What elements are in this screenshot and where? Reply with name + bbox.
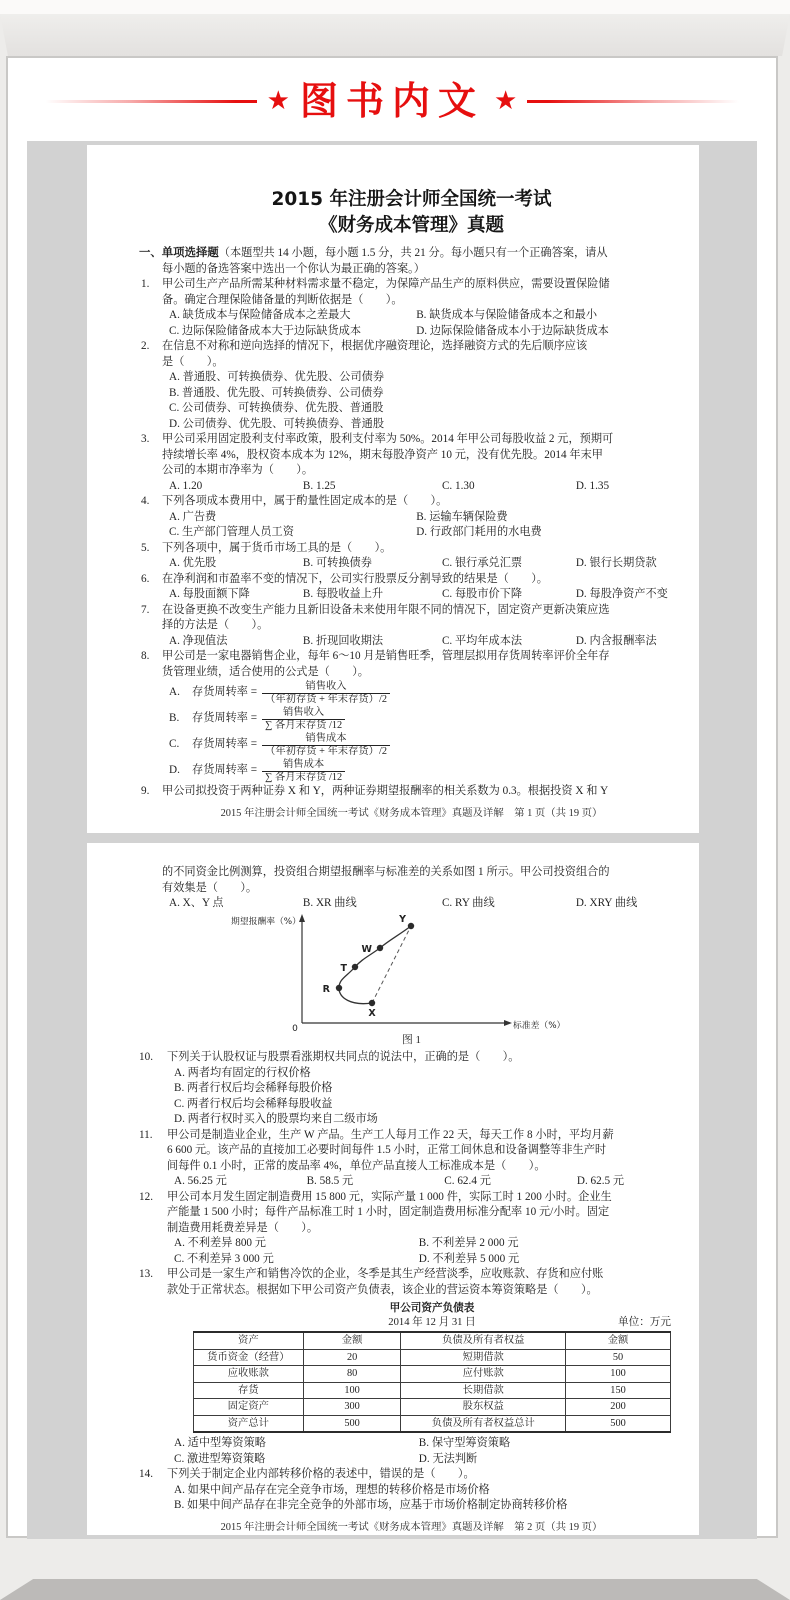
options-row xyxy=(162,510,684,526)
option: B. 1.25 xyxy=(302,479,336,492)
option: B. 不利差异 2 000 元 xyxy=(418,1237,519,1249)
question-line: 6 600 元。该产品的直接加工必要时间每件 1.5 小时，正常工间休息和设备调整等非生产时 xyxy=(167,1144,607,1156)
table-header-row: 资产 金额 负债及所有者权益 金额 xyxy=(194,1332,671,1349)
options-row xyxy=(162,479,684,495)
question-14: 14. 下列关于制定企业内部转移价格的表述中，错误的是（ ）。 A. 如果中间产品存在完全竞争市场，理想的转移价格是市场价格 B. 如果中间产品存在非完全竞争的外部市场，应基于市场价格制定协商转移价格 xyxy=(139,1467,684,1514)
question-6: 6. 在净利润和市盈率不变的情况下，公司实行股票反分割导致的结果是（ ）。 A. 每股面额下降 B. 每股收益上升 C. 每股市价下降 D. 每股净资产不变 xyxy=(139,572,684,603)
question-line: 款处于正常状态。根据如下甲公司资产负债表，该企业的营运资本筹资策略是（ ）。 xyxy=(167,1283,598,1296)
figure-caption: 图 1 xyxy=(402,1033,421,1046)
option: B. 运输车辆保险费 xyxy=(416,510,508,523)
card-top-bevel xyxy=(0,14,790,56)
page-footer: 2015 年注册会计师全国统一考试《财务成本管理》真题及详解 第 1 页（共 19 页） xyxy=(220,807,603,819)
option: B. 每股收益上升 xyxy=(302,588,384,600)
options-row xyxy=(167,1452,684,1468)
question-line: 甲公司是制造业企业，生产 W 产品。生产工人每月工作 22 天，每天工作 8 小时，平均月薪 xyxy=(167,1128,614,1141)
option: B. 可转换债券 xyxy=(302,557,372,569)
exam-title xyxy=(139,145,684,239)
table-date-row xyxy=(193,1316,671,1330)
options-row xyxy=(162,556,684,572)
question-line: 下列关于制定企业内部转移价格的表述中，错误的是（ ）。 xyxy=(167,1468,475,1480)
fraction: $\frac{\text{销售收入}}{\text{（年初存货 + 年末存货）/2}}$ xyxy=(262,681,390,705)
question-11: 11. 甲公司是制造业企业，生产 W 产品。生产工人每月工作 22 天，每天工作 8 小时，平均月薪 6 600 元。该产品的直接加工必要时间每件 1.5 小时，正常工间休息和设备调整等非生产时 间每件 0.1 小时，正常的废品率 4%，单位产品直接人工标准成本是（ ）。 A. 56.25 元 B. 58.5 元 C. 62.4 元 D. 62.5 元 xyxy=(139,1128,684,1190)
option: B. XR 曲线 xyxy=(302,897,357,909)
question-line: 甲公司生产产品所需某种材料需求量不稳定，为保障产品生产的原料供应，需要设置保险储 xyxy=(162,278,610,290)
option: A. 缺货成本与保险储备成本之差最大 xyxy=(169,309,351,321)
fraction: $\frac{\text{销售成本}}{\text{（年初存货 + 年末存货）/2}}$ xyxy=(262,733,390,757)
question-line: 有效集是（ ）。 xyxy=(162,881,258,894)
formula-option: D. 存货周转率 = $\frac{\text{销售成本}}{\text{∑ 各月末存货 /12}}$ xyxy=(162,758,684,784)
question-9-continued xyxy=(139,865,684,912)
option: C. 激进型筹资策略 xyxy=(174,1452,266,1465)
question-line: 持续增长率 4%，股权资本成本为 12%，期末每股净资产 10 元，没有优先股。2014 年末甲 xyxy=(162,448,603,461)
question-line: 下列关于认股权证与股票看涨期权共同点的说法中，正确的是（ ）。 xyxy=(167,1051,520,1063)
option: A. 普通股、可转换债券、优先股、公司债券 xyxy=(169,371,385,383)
point-T xyxy=(352,963,358,969)
option: D. 行政部门耗用的水电费 xyxy=(416,526,542,538)
option: A. 优先股 xyxy=(169,557,217,569)
point-X xyxy=(369,999,375,1005)
svg-text:T: T xyxy=(340,962,347,974)
question-line: 货管理业绩，适合使用的公式是（ ）。 xyxy=(162,665,369,678)
option: C. 平均年成本法 xyxy=(441,634,523,647)
question-5: 5. 下列各项中，属于货币市场工具的是（ ）。 A. 优先股 B. 可转换债券 C. 银行承兑汇票 D. 银行长期贷款 xyxy=(139,541,684,572)
ribbon-title: 图书内文 xyxy=(299,79,484,123)
question-line: 间每件 0.1 小时，正常的废品率 4%，单位产品直接人工标准成本是（ ）。 xyxy=(167,1159,546,1172)
card-bottom-bevel xyxy=(0,1579,790,1600)
fraction: $\frac{\text{销售成本}}{\text{∑ 各月末存货 /12}}$ xyxy=(262,759,345,783)
option: B. 58.5 元 xyxy=(306,1175,354,1187)
svg-text:Y: Y xyxy=(399,913,406,925)
risk-return-chart xyxy=(229,912,569,1032)
section-label: 一、单项选择题 xyxy=(139,245,219,259)
table-title: 甲公司资产负债表 xyxy=(389,1302,475,1314)
option: A. 如果中间产品存在完全竞争市场，理想的转移价格是市场价格 xyxy=(174,1483,490,1496)
star-icon: ★ xyxy=(266,86,290,116)
options-row xyxy=(167,1236,684,1252)
option: C. 生产部门管理人员工资 xyxy=(169,526,294,538)
formula-option: A. 存货周转率 = $\frac{\text{销售收入}}{\text{（年初存货 + 年末存货）/2}}$ xyxy=(162,680,684,706)
point-W xyxy=(377,944,383,950)
question-line: 备。确定合理保险储备量的判断依据是（ ）。 xyxy=(162,293,403,306)
question-line: 甲公司是一家电器销售企业，每年 6～10 月是销售旺季，管理层拟用存货周转率评价全年存 xyxy=(162,650,610,662)
table-row: 应收账款 80 应付账款 100 xyxy=(194,1366,671,1383)
point-R xyxy=(336,984,342,990)
option: A. 广告费 xyxy=(169,510,217,523)
question-2: 2. 在信息不对称和逆向选择的情况下，根据优序融资理论，选择融资方式的先后顺序应该 是（ ）。 A. 普通股、可转换债券、优先股、公司债券 B. 普通股、优先股、可转换债券、公司债券 C. 公司债券、可转换债券、优先股、普通股 D. 公司债券、优先股、可转换债券、普通股 xyxy=(139,339,684,432)
question-3: 3. 甲公司采用固定股利支付率政策，股利支付率为 50%。2014 年甲公司每股收益 2 元，预期可 持续增长率 4%，股权资本成本为 12%，期末每股净资产 10 元，没有优先股。2014 年末甲 公司的本期市净率为（ ）。 A. 1.20 B. 1.25 C. 1.30 D. 1.35 xyxy=(139,432,684,494)
question-line: 在设备更换不改变生产能力且新旧设备未来使用年限不同的情况下，固定资产更新决策应选 xyxy=(162,603,610,616)
table-row: 固定资产 300 股东权益 200 xyxy=(194,1399,671,1416)
option: C. 62.4 元 xyxy=(444,1175,491,1187)
option: C. 公司债券、可转换债券、优先股、普通股 xyxy=(169,402,384,414)
content-header-ribbon xyxy=(8,76,776,126)
option: B. 缺货成本与保险储备成本之和最小 xyxy=(416,309,598,321)
table-date: 2014 年 12 月 31 日 xyxy=(388,1317,476,1328)
option: B. 两者行权后均会稀释每股价格 xyxy=(174,1082,333,1094)
question-line: 公司的本期市净率为（ ）。 xyxy=(162,464,314,476)
ribbon-line-left xyxy=(45,100,257,103)
balance-sheet-table xyxy=(193,1331,671,1433)
options-row xyxy=(162,634,684,650)
option: C. RY 曲线 xyxy=(441,897,495,909)
svg-text:期望报酬率（%）: 期望报酬率（%） xyxy=(231,916,301,927)
svg-text:W: W xyxy=(361,943,372,955)
options-row xyxy=(162,587,684,603)
options-row xyxy=(167,1252,684,1268)
formula-option: C. 存货周转率 = $\frac{\text{销售成本}}{\text{（年初存货 + 年末存货）/2}}$ xyxy=(162,732,684,758)
option: A. 每股面额下降 xyxy=(169,588,250,600)
question-10: 10. 下列关于认股权证与股票看涨期权共同点的说法中，正确的是（ ）。 A. 两者均有固定的行权价格 B. 两者行权后均会稀释每股价格 C. 两者行权后均会稀释每股收益 D. 两者行权时买入的股票均来自二级市场 xyxy=(139,1050,684,1128)
question-4: 4. 下列各项成本费用中，属于酌量性固定成本的是（ ）。 A. 广告费 B. 运输车辆保险费 C. 生产部门管理人员工资 D. 行政部门耗用的水电费 xyxy=(139,494,684,541)
book-page-1 xyxy=(87,145,699,833)
question-12: 12. 甲公司本月发生固定制造费用 15 800 元，实际产量 1 000 件，实际工时 1 200 小时。企业生 产能量 1 500 小时；每件产品标准工时 1 小时，固定制造费用标准分配率 10 元/小时。固定 制造费用耗费差异是（ ）。 A. 不利差异 800 元 B. 不利差异 2 000 元 C. 不利差异 3 000 元 D. 不利差异 5 000 元 xyxy=(139,1190,684,1268)
question-13: 13. 甲公司是一家生产和销售冷饮的企业，冬季是其生产经营淡季，应收账款、存货和应付账 款处于正常状态。根据如下甲公司资产负债表，该企业的营运资本筹资策略是（ ）。 甲公司资产负债表 2014 年 12 月 31 日 单位：万元 资产 金额 负债及所有者权益 金额 货币资金（经营） 20 短期借款 50 应收账款 80 应付账款 100 存货 100 长期借款 150 固定资产 300 股东权益 200 资产总计 500 负债及所有者权益总计 500 A. 适中型筹资策略 B. 保守型筹资策略 C. 激进型筹资策略 D. 无法判断 xyxy=(139,1267,684,1467)
star-icon: ★ xyxy=(494,86,518,116)
question-line: 产能量 1 500 小时；每件产品标准工时 1 小时，固定制造费用标准分配率 10 元/小时。固定 xyxy=(167,1206,610,1218)
option: D. 内含报酬率法 xyxy=(575,634,657,647)
x-axis-arrow xyxy=(504,1020,512,1026)
exam-title-line1: 2015 年注册会计师全国统一考试 xyxy=(271,189,552,210)
option: A. 不利差异 800 元 xyxy=(174,1237,266,1249)
options-row xyxy=(162,896,684,912)
fraction: $\frac{\text{销售收入}}{\text{∑ 各月末存货 /12}}$ xyxy=(262,707,345,731)
option: B. 如果中间产品存在非完全竞争的外部市场，应基于市场价格制定协商转移价格 xyxy=(174,1499,568,1511)
section-text: （本题型共 14 小题，每小题 1.5 分，共 21 分。每小题只有一个正确答案，请从 xyxy=(218,247,608,259)
option: C. 边际保险储备成本大于边际缺货成本 xyxy=(169,324,362,337)
content-panel xyxy=(6,56,778,1538)
option: D. 1.35 xyxy=(575,479,610,492)
card-top-face xyxy=(0,0,790,14)
option: C. 两者行权后均会稀释每股收益 xyxy=(174,1097,333,1110)
balance-sheet xyxy=(193,1301,671,1433)
option: D. 两者行权时买入的股票均来自二级市场 xyxy=(174,1113,378,1125)
option: D. 每股净资产不变 xyxy=(575,588,668,600)
option: C. 每股市价下降 xyxy=(441,588,523,600)
option: D. 边际保险储备成本小于边际缺货成本 xyxy=(416,324,609,337)
options-row xyxy=(167,1174,684,1190)
figure-1 xyxy=(229,912,569,1032)
option: D. 公司债券、优先股、可转换债券、普通股 xyxy=(169,417,385,430)
option: C. 不利差异 3 000 元 xyxy=(174,1252,274,1265)
option: A. 1.20 xyxy=(169,479,203,492)
ribbon-line-right xyxy=(527,100,739,103)
option: D. 不利差异 5 000 元 xyxy=(418,1252,520,1265)
svg-text:X: X xyxy=(368,1007,376,1019)
question-line: 在净利润和市盈率不变的情况下，公司实行股票反分割导致的结果是（ ）。 xyxy=(162,572,548,585)
question-line: 制造费用耗费差异是（ ）。 xyxy=(167,1221,319,1234)
section-text-line2: 每小题的备选答案中选出一个你认为最正确的答案。） xyxy=(162,262,425,275)
option: D. 62.5 元 xyxy=(576,1175,625,1187)
efficient-frontier-curve xyxy=(339,926,411,1004)
options-row xyxy=(167,1436,684,1452)
question-9: 9. 甲公司拟投资于两种证券 X 和 Y，两种证券期望报酬率的相关系数为 0.3。根据投资 X 和 Y xyxy=(139,784,684,800)
table-row: 资产总计 500 负债及所有者权益总计 500 xyxy=(194,1415,671,1432)
option: D. 银行长期贷款 xyxy=(575,557,657,569)
dashed-xy-line xyxy=(372,926,411,1003)
options-row xyxy=(162,324,684,340)
question-line: 是（ ）。 xyxy=(162,355,224,368)
question-7: 7. 在设备更换不改变生产能力且新旧设备未来使用年限不同的情况下，固定资产更新决策应选 择的方法是（ ）。 A. 净现值法 B. 折现回收期法 C. 平均年成本法 D. 内含报酬率法 xyxy=(139,603,684,650)
question-8: 8. 甲公司是一家电器销售企业，每年 6～10 月是销售旺季，管理层拟用存货周转率评价全年存 货管理业绩，适合使用的公式是（ ）。 A. 存货周转率 = $\frac{\text{销售收入}}{\text{（年初存货 + 年末存货）/2}}$ B. 存货周转率 = $\frac{\text{销售收入}}{\text{∑ 各月末存货 /12}}$ C. 存货周转率 = $\frac{\text{销售成本}}{\text{（年初存货 + 年末存货）/2}}$ D. 存货周转率 = $\frac{\text{销售成本}}{\text{∑ 各月末存货 /12}}$ xyxy=(139,649,684,784)
book-page-2 xyxy=(87,843,699,1535)
question-line: 的不同资金比例测算，投资组合期望报酬率与标准差的关系如图 1 所示。甲公司投资组合的 xyxy=(162,866,610,878)
question-line: 在信息不对称和逆向选择的情况下，根据优序融资理论，选择融资方式的先后顺序应该 xyxy=(162,340,588,352)
page-footer: 2015 年注册会计师全国统一考试《财务成本管理》真题及详解 第 2 页（共 19 页） xyxy=(220,1521,603,1533)
option: B. 保守型筹资策略 xyxy=(418,1437,511,1449)
formula-option: B. 存货周转率 = $\frac{\text{销售收入}}{\text{∑ 各月末存货 /12}}$ xyxy=(162,706,684,732)
svg-text:0: 0 xyxy=(292,1023,298,1032)
table-row: 存货 100 长期借款 150 xyxy=(194,1382,671,1399)
option: A. 56.25 元 xyxy=(174,1175,227,1187)
options-row xyxy=(162,525,684,541)
option: D. 无法判断 xyxy=(418,1452,478,1465)
question-1: 1. 甲公司生产产品所需某种材料需求量不稳定，为保障产品生产的原料供应，需要设置保险储 备。确定合理保险储备量的判断依据是（ ）。 A. 缺货成本与保险储备成本之差最大 B. 缺货成本与保险储备成本之和最小 C. 边际保险储备成本大于边际缺货成本 D. 边际保险储备成本小于边际缺货成本 xyxy=(139,277,684,339)
option: B. 普通股、优先股、可转换债券、公司债券 xyxy=(169,386,384,399)
option: A. 两者均有固定的行权价格 xyxy=(174,1066,311,1079)
option: C. 1.30 xyxy=(441,479,475,492)
question-line: 甲公司拟投资于两种证券 X 和 Y，两种证券期望报酬率的相关系数为 0.3。根据投资 X 和 Y xyxy=(162,785,609,797)
options-row xyxy=(162,308,684,324)
question-line: 甲公司本月发生固定制造费用 15 800 元，实际产量 1 000 件，实际工时 1 200 小时。企业生 xyxy=(167,1190,612,1203)
question-line: 甲公司采用固定股利支付率政策，股利支付率为 50%。2014 年甲公司每股收益 2 元，预期可 xyxy=(162,433,614,445)
option: C. 银行承兑汇票 xyxy=(441,557,523,569)
option: A. 适中型筹资策略 xyxy=(174,1437,266,1449)
question-line: 下列各项中，属于货币市场工具的是（ ）。 xyxy=(162,541,392,554)
svg-text:标准差（%）: 标准差（%） xyxy=(513,1020,566,1031)
scanned-pages-backdrop xyxy=(27,141,757,1539)
exam-title-line2: 《财务成本管理》真题 xyxy=(318,215,504,236)
svg-text:R: R xyxy=(322,983,330,995)
question-line: 择的方法是（ ）。 xyxy=(162,619,269,631)
option: B. 折现回收期法 xyxy=(302,634,384,647)
question-line: 下列各项成本费用中，属于酌量性固定成本的是（ ）。 xyxy=(162,495,448,507)
table-row: 货币资金（经营） 20 短期借款 50 xyxy=(194,1349,671,1366)
option: A. X、Y 点 xyxy=(169,897,224,909)
option: D. XRY 曲线 xyxy=(575,897,638,909)
question-line: 甲公司是一家生产和销售冷饮的企业，冬季是其生产经营淡季，应收账款、存货和应付账 xyxy=(167,1268,604,1280)
table-unit: 单位：万元 xyxy=(618,1317,671,1328)
point-Y xyxy=(408,922,414,928)
section-heading xyxy=(139,245,684,277)
option: A. 净现值法 xyxy=(169,634,228,647)
